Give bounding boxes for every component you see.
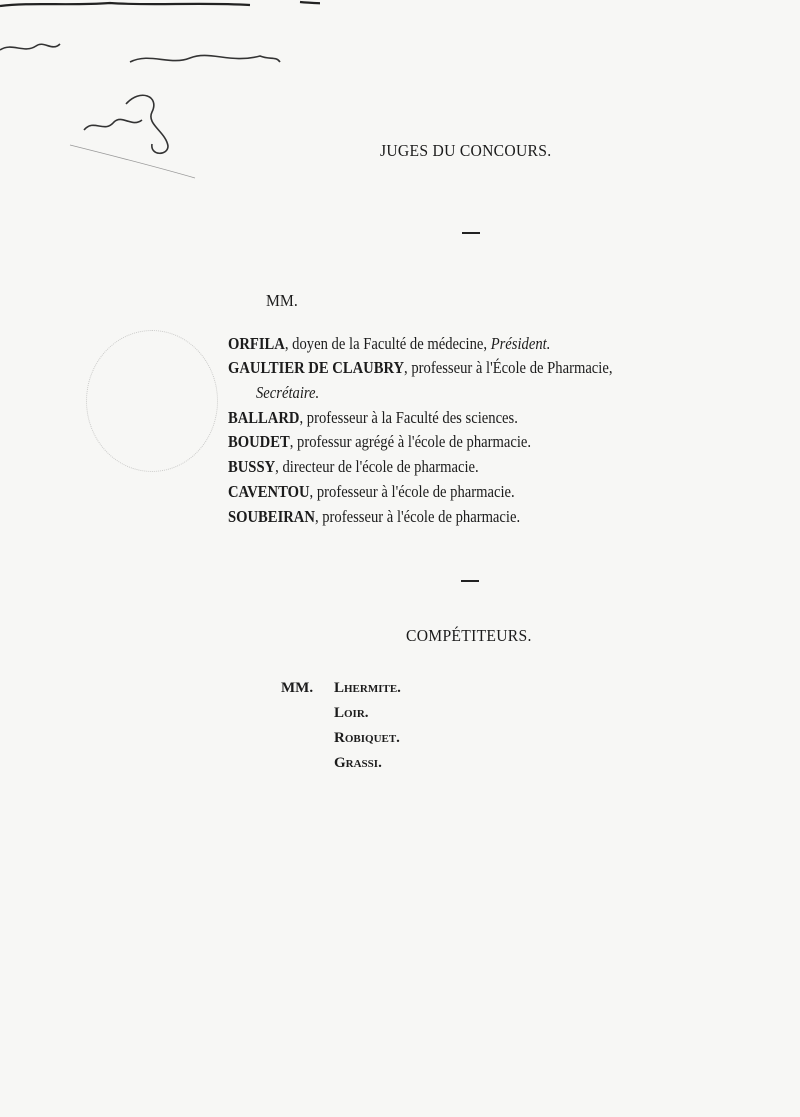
judge-gaultier-title: Secrétaire. [256,383,320,402]
judge-caventou: CAVENTOU, professeur à l'école de pharmacie. [228,482,515,501]
judge-bussy: BUSSY, directeur de l'école de pharmacie. [228,457,479,476]
judge-boudet: BOUDET, professur agrégé à l'école de pharmacie. [228,432,532,451]
competitor-name: Grassi. [334,755,382,771]
library-stamp [86,330,218,472]
separator-dash [461,580,479,582]
competitors-heading: COMPÉTITEURS. [406,626,532,645]
separator-dash [462,232,480,234]
judges-salutation: MM. [266,291,298,310]
judge-ballard: BALLARD, professeur à la Faculté des sciences. [228,408,518,427]
handwritten-annotation [0,0,320,200]
judge-soubeiran: SOUBEIRAN, professeur à l'école de pharmacie. [228,507,521,526]
judges-heading: JUGES DU CONCOURS. [380,141,552,160]
competitor-name: Lhermite. [334,680,401,696]
competitor-name: Loir. [334,705,369,721]
competitor-name: Robiquet. [334,730,400,746]
judge-orfila: ORFILA, doyen de la Faculté de médecine, Président. [228,334,551,353]
competitors-salutation: MM. [281,680,314,696]
judge-gaultier-de-claubry: GAULTIER DE CLAUBRY, professeur à l'École de Pharmacie, [228,358,613,377]
